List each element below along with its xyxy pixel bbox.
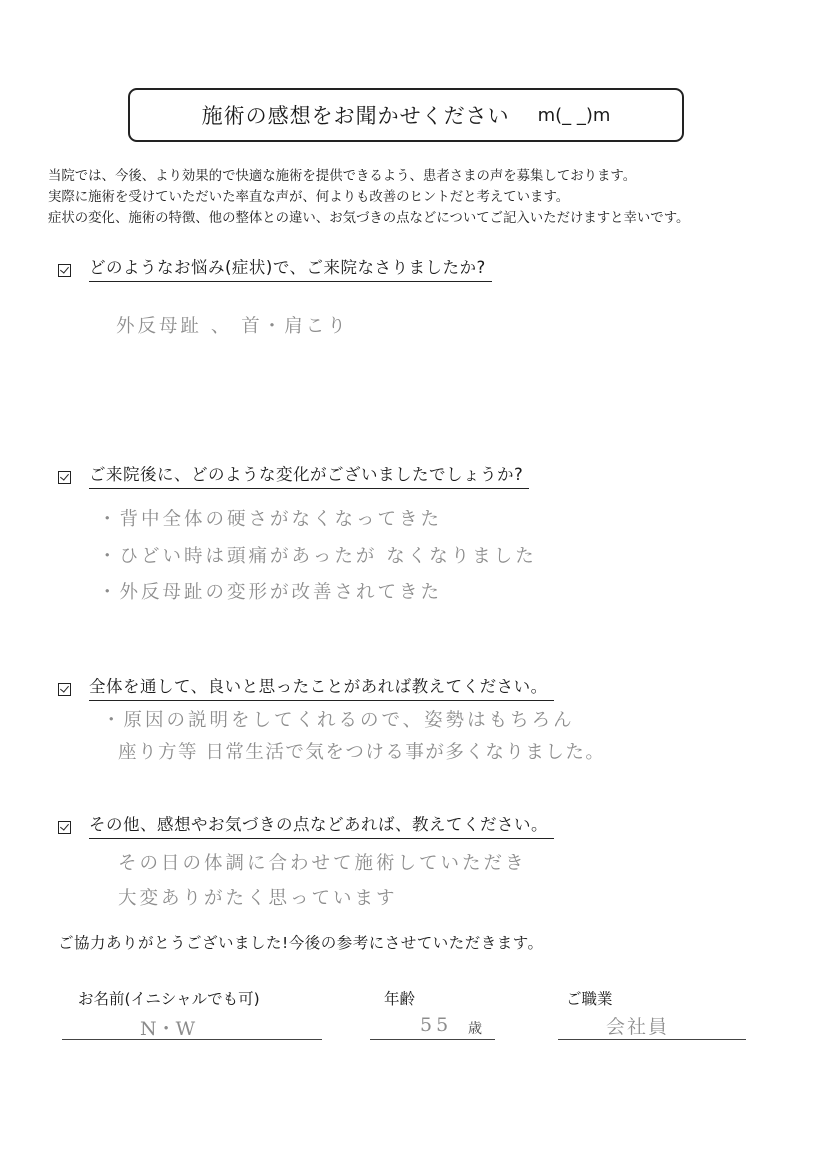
checkbox-icon <box>58 821 71 834</box>
title-emoticon: m(_ _)m <box>537 104 611 126</box>
age-unit: 歳 <box>468 1021 482 1037</box>
job-underline <box>558 1039 746 1040</box>
answer-2-line: ・ひどい時は頭痛があったが なくなりました <box>98 546 537 567</box>
checkbox-icon <box>58 471 71 484</box>
intro-line: 当院では、今後、より効果的で快適な施術を提供できるよう、患者さまの声を募集しております。 <box>48 169 637 184</box>
question-3-label: 全体を通して、良いと思ったことがあれば教えてください。 <box>89 673 554 701</box>
age-value: 55 <box>420 1014 453 1036</box>
answer-1-line: 外反母趾 、 首・肩こり <box>116 316 349 337</box>
intro-paragraph <box>48 166 788 229</box>
answer-3-line: 座り方等 日常生活で気をつける事が多くなりました。 <box>118 742 606 763</box>
name-value: N・W <box>140 1018 196 1040</box>
title-box <box>128 88 684 142</box>
page-title: 施術の感想をお聞かせください <box>201 104 510 128</box>
answer-2-line: ・外反母趾の変形が改善されてきた <box>98 582 443 603</box>
job-label: ご職業 <box>566 990 613 1008</box>
question-2 <box>58 461 529 489</box>
intro-line: 実際に施術を受けていただいた率直な声が、何よりも改善のヒントだと考えています。 <box>48 190 570 205</box>
question-1-label: どのようなお悩み(症状)で、ご来院なさりましたか? <box>89 254 492 282</box>
name-underline <box>62 1039 322 1040</box>
closing-message: ご協力ありがとうございました!今後の参考にさせていただきます。 <box>58 934 544 952</box>
age-label: 年齢 <box>384 990 416 1008</box>
answer-2-line: ・背中全体の硬さがなくなってきた <box>98 509 443 530</box>
intro-line: 症状の変化、施術の特徴、他の整体との違い、お気づきの点などについてご記入いただけますと幸いです。 <box>48 211 690 226</box>
age-underline <box>370 1039 495 1040</box>
question-2-label: ご来院後に、どのような変化がございましたでしょうか? <box>89 461 529 489</box>
answer-3-line: ・原因の説明をしてくれるので、姿勢はもちろん <box>102 710 575 731</box>
question-3 <box>58 673 554 701</box>
answer-4-line: 大変ありがたく思っています <box>118 888 398 909</box>
checkbox-icon <box>58 683 71 696</box>
job-value: 会社員 <box>606 1016 670 1038</box>
checkbox-icon <box>58 264 71 277</box>
question-4-label: その他、感想やお気づきの点などあれば、教えてください。 <box>89 811 554 839</box>
question-4 <box>58 811 554 839</box>
question-1 <box>58 254 492 282</box>
answer-4-line: その日の体調に合わせて施術していただき <box>118 853 527 874</box>
name-label: お名前(イニシャルでも可) <box>78 990 260 1008</box>
